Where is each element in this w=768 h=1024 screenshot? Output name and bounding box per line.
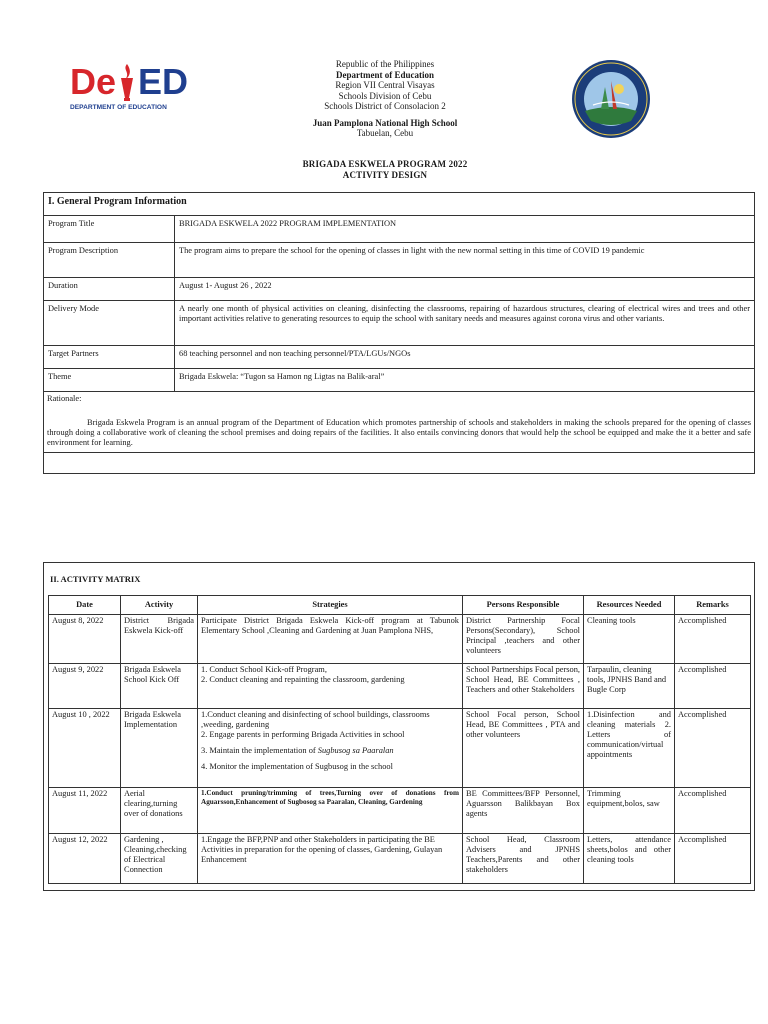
section2-heading: II. ACTIVITY MATRIX: [50, 574, 141, 584]
strategy-line: 1.Engage the BFP,PNP and other Stakeholders in participating the BE Activities in preparation for the opening of classes, Gardening, Gulayan Enhancement: [201, 835, 443, 864]
cell-date: August 11, 2022: [49, 788, 121, 834]
info-row-delivery-mode: [44, 301, 754, 346]
info-row-duration: [44, 278, 754, 301]
division-seal-icon: [571, 59, 651, 139]
cell-activity: Gardening , Cleaning,checking of Electrical Connection: [121, 834, 198, 884]
table-header-row: [49, 596, 751, 615]
strategy-line: [201, 746, 459, 756]
table-row: [49, 615, 751, 664]
table-row: [49, 788, 751, 834]
strategy-line: 2. Conduct cleaning and repainting the classroom, gardening: [201, 675, 405, 684]
strategy-line: 1.Conduct pruning/trimming of trees,Turning over of donations from Aguarsson,Enhancement of Sugbosog sa Paaralan, Cleaning, Gardening: [201, 789, 459, 806]
strategy-line: 4. Monitor the implementation of Sugbusog in the school: [201, 762, 393, 771]
cell-activity: Brigada Eskwela School Kick Off: [121, 664, 198, 709]
activity-matrix-table: [48, 595, 751, 884]
info-label: Theme: [44, 369, 175, 391]
column-header-resources: Resources Needed: [584, 596, 675, 615]
empty-row: [44, 453, 754, 473]
letterhead: [230, 59, 540, 139]
info-label: Delivery Mode: [44, 301, 175, 345]
cell-remarks: Accomplished: [675, 788, 751, 834]
cell-strategies: [198, 788, 463, 834]
cell-remarks: Accomplished: [675, 664, 751, 709]
school-name: Juan Pamplona National High School: [312, 117, 458, 128]
info-value: BRIGADA ESKWELA 2022 PROGRAM IMPLEMENTATION: [179, 219, 397, 228]
strategy-line: 1. Conduct School Kick-off Program,: [201, 665, 327, 674]
cell-strategies: [198, 664, 463, 709]
rationale-block: [44, 392, 754, 453]
cell-strategies: [198, 834, 463, 884]
info-label: Target Partners: [44, 346, 175, 368]
cell-remarks: Accomplished: [675, 709, 751, 788]
cell-date: August 10 , 2022: [49, 709, 121, 788]
column-header-activity: Activity: [121, 596, 198, 615]
district-line: Schools District of Consolacion 2: [324, 101, 446, 111]
document-title: [230, 159, 540, 181]
info-label: Program Description: [44, 243, 175, 277]
section1-heading: I. General Program Information: [44, 193, 754, 216]
deped-logo: De ED DEPARTMENT OF EDUCATION: [70, 61, 189, 111]
activity-matrix-section: [43, 562, 755, 891]
cell-activity: District Brigada Eskwela Kick-off: [121, 615, 198, 664]
cell-persons: School Head, Classroom Advisers and JPNHS Teachers,Parents and other stakeholders: [463, 834, 584, 884]
cell-resources: Trimming equipment,bolos, saw: [584, 788, 675, 834]
cell-remarks: Accomplished: [675, 834, 751, 884]
cell-resources: Tarpaulin, cleaning tools, JPNHS Band and Bugle Corp: [584, 664, 675, 709]
region-line: Region VII Central Visayas: [335, 80, 435, 90]
cell-persons: District Partnership Focal Persons(Secondary), School Principal ,teachers and other volunteers: [463, 615, 584, 664]
cell-date: August 9, 2022: [49, 664, 121, 709]
info-label: Duration: [44, 278, 175, 300]
info-value: 68 teaching personnel and non teaching personnel/PTA/LGUs/NGOs: [179, 349, 411, 358]
info-label: Program Title: [44, 216, 175, 242]
info-value: August 1- August 26 , 2022: [179, 281, 272, 290]
table-row: [49, 664, 751, 709]
info-value: A nearly one month of physical activities on cleaning, disinfecting the classrooms, repairing of hazardous structures, clearing of electrical wires and trees and other important activities relative to generating resources to equip the school with sanitary needs and measures against corona virus and other variants.: [179, 304, 750, 323]
cell-resources: 1.Disinfection and cleaning materials 2. Letters of communication/virtual appointments: [584, 709, 675, 788]
division-line: Schools Division of Cebu: [338, 90, 432, 101]
strategy-line: 2. Engage parents in performing Brigada Activities in school: [201, 730, 405, 739]
info-value: Brigada Eskwela: “Tugon sa Hamon ng Ligtas na Balik-aral”: [179, 372, 385, 381]
strategy-text: 3. Maintain the implementation of: [201, 746, 316, 755]
strategy-line: Participate District Brigada Eskwela Kick-off program at Tabunok Elementary School ,Cleaning and Gardening at Juan Pamplona NHS,: [201, 616, 459, 635]
deped-torch-icon: [116, 62, 138, 102]
table-row: [49, 709, 751, 788]
cell-persons: BE Committees/BFP Personnel, Aguarsson Balikbayan Box agents: [463, 788, 584, 834]
cell-resources: Letters, attendance sheets,bolos and other cleaning tools: [584, 834, 675, 884]
rationale-text: Brigada Eskwela Program is an annual program of the Department of Education which promotes partnership of schools and stakeholders in making the schools prepared for the opening of classes through doing a collaborative work of cleaning the school premises and doing repairs of the facilities. It also entails convincing donors that would help the school be equipped and make the it a better and safe environment for learning.: [47, 418, 751, 447]
strategy-line: 1.Conduct cleaning and disinfecting of school buildings, classrooms ,weeding, gardening: [201, 710, 430, 729]
program-title: BRIGADA ESKWELA PROGRAM 2022: [302, 159, 468, 169]
cell-resources: Cleaning tools: [584, 615, 675, 664]
column-header-strategies: Strategies: [198, 596, 463, 615]
info-row-theme: [44, 369, 754, 392]
column-header-remarks: Remarks: [675, 596, 751, 615]
cell-activity: Aerial clearing,turning over of donations: [121, 788, 198, 834]
info-value: The program aims to prepare the school for the opening of classes in light with the new normal setting in this time of COVID 19 pandemic: [179, 246, 645, 255]
cell-strategies: [198, 615, 463, 664]
cell-persons: School Focal person, School Head, BE Committees , PTA and other volunteers: [463, 709, 584, 788]
school-location: Tabuelan, Cebu: [356, 128, 414, 138]
info-row-program-title: [44, 216, 754, 243]
cell-remarks: Accomplished: [675, 615, 751, 664]
info-row-program-description: [44, 243, 754, 278]
republic-line: Republic of the Philippines: [335, 59, 435, 69]
activity-design-title: ACTIVITY DESIGN: [342, 170, 428, 180]
column-header-date: Date: [49, 596, 121, 615]
info-row-target-partners: [44, 346, 754, 369]
cell-persons: School Partnerships Focal person, School Head, BE Committees , Teachers and other Stakeholders: [463, 664, 584, 709]
column-header-persons: Persons Responsible: [463, 596, 584, 615]
table-row: [49, 834, 751, 884]
cell-date: August 8, 2022: [49, 615, 121, 664]
cell-date: August 12, 2022: [49, 834, 121, 884]
cell-activity: Brigada Eskwela Implementation: [121, 709, 198, 788]
department-line: Department of Education: [336, 69, 434, 80]
strategy-emphasis: Sugbusog sa Paaralan: [317, 746, 394, 755]
cell-strategies: [198, 709, 463, 788]
general-program-information: [43, 192, 755, 474]
deped-logo-subtitle: DEPARTMENT OF EDUCATION: [70, 104, 167, 111]
rationale-label: Rationale:: [47, 394, 82, 403]
